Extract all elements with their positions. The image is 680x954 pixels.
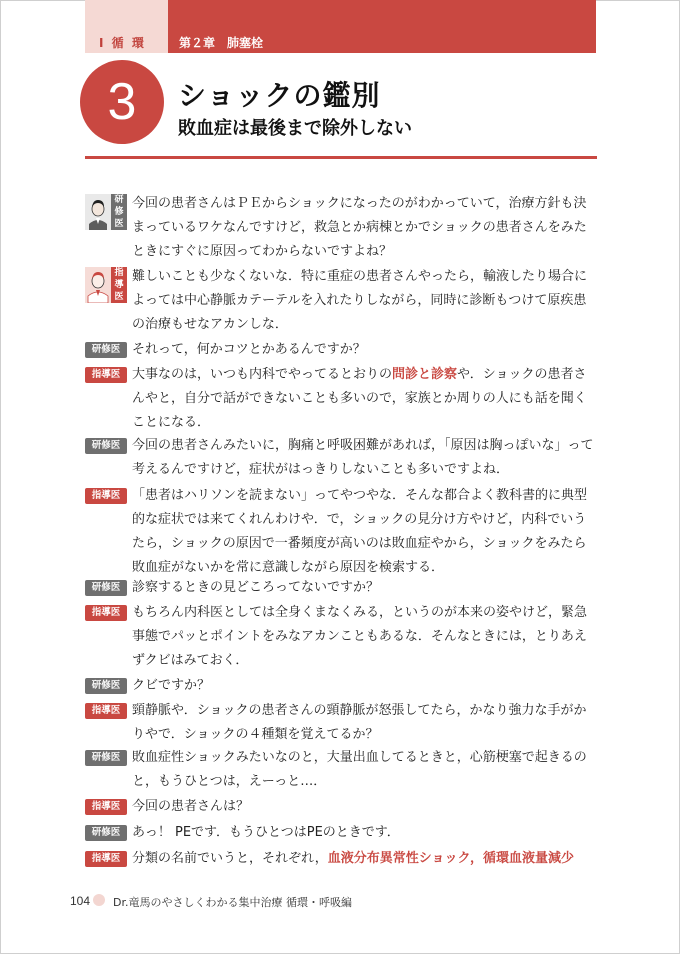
dialogue-text: 診察するときの見どころってないですか？ bbox=[132, 580, 380, 595]
dialogue-text: もちろん内科医としては全身くまなくみる，というのが本来の姿やけど，緊急事態でパッとポイントをみなアカンこともあるな．そんなときには，とりあえずクビはみておく． bbox=[132, 605, 588, 668]
dialogue-text-segment: 大事なのは，いつも内科でやってるとおりの bbox=[132, 367, 393, 382]
resident-tag: 研修医 bbox=[85, 342, 127, 358]
highlight-term: 問診と診察 bbox=[392, 367, 458, 382]
avatar-label: 研修医 bbox=[111, 194, 127, 230]
running-book-title: Dr.竜馬のやさしくわかる集中治療 循環・呼吸編 bbox=[113, 896, 352, 909]
dialogue-text bbox=[132, 847, 597, 871]
resident-portrait-icon bbox=[85, 194, 111, 230]
resident-tag: 研修医 bbox=[85, 678, 127, 694]
dialogue-text: 頸静脈や．ショックの患者さんの頸静脈が怒張してたら，かなり強力な手がかりやで．ショックの４種類を覚えてるか？ bbox=[132, 703, 587, 742]
dialogue-text: 今回の患者さんみたいに，胸痛と呼吸困難があれば，「原因は胸っぽいな」って考えるんですけど，症状がはっきりしないことも多いですよね． bbox=[132, 438, 594, 477]
dialogue-text: 今回の患者さんはＰＥからショックになったのがわかっていて，治療方針も決まっているワケなんですけど，救急とか病棟とかでショックの患者さんをみたときにすぐに原因ってわからないですよね？ bbox=[132, 196, 587, 259]
dialogue-text: 今回の患者さんは？ bbox=[132, 799, 250, 814]
page-subtitle: 敗血症は最後まで除外しない bbox=[178, 118, 412, 139]
dialogue-text bbox=[132, 363, 597, 435]
section-label: Ⅰ 循 環 bbox=[99, 36, 146, 50]
chapter-label: 第２章 肺塞栓 bbox=[179, 36, 264, 50]
resident-tag: 研修医 bbox=[85, 580, 127, 596]
mentor-tag: 指導医 bbox=[85, 488, 127, 504]
mentor-portrait-icon bbox=[85, 267, 111, 303]
dialogue-text: 難しいことも少なくないな．特に重症の患者さんやったら，輸液したり場合によっては中心静脈カテーテルを入れたりしながら，同時に診断もつけて原疾患の治療もせなアカンしな． bbox=[132, 269, 588, 332]
resident-tag: 研修医 bbox=[85, 438, 127, 454]
avatar-label: 指導医 bbox=[111, 267, 127, 303]
dialogue-text: それって，何かコツとかあるんですか？ bbox=[132, 342, 366, 357]
dialogue-text: あっ！ PEです．もうひとつはPEのときです． bbox=[132, 825, 400, 840]
dialogue-text: 「患者はハリソンを読まない」ってやつやな．そんな都合よく教科書的に典型的な症状では来てくれんわけや．で，ショックの見分け方やけど，内科でいうたら，ショックの原因で一番頻度が高いのは敗血症やから，ショックをみたら敗血症がないかを常に意識しながら原因を検索する． bbox=[132, 488, 588, 575]
folio-dot bbox=[93, 894, 105, 906]
dialogue-text: 敗血症性ショックみたいなのと，大量出血してるときと，心筋梗塞で起きるのと，もうひとつは，えーっと…． bbox=[132, 750, 587, 789]
mentor-tag: 指導医 bbox=[85, 703, 127, 719]
section-number-badge: 3 bbox=[80, 60, 164, 144]
resident-tag: 研修医 bbox=[85, 825, 127, 841]
dialogue-text-segment: や．ショックの患者さんやと，自分で話ができないことも多いので，家族とか周りの人にも話を聞くことになる． bbox=[132, 367, 587, 430]
dialogue-text: クビですか？ bbox=[132, 678, 211, 693]
resident-tag: 研修医 bbox=[85, 750, 127, 766]
page-title: ショックの鑑別 bbox=[178, 79, 381, 112]
resident-avatar bbox=[85, 194, 127, 236]
mentor-tag: 指導医 bbox=[85, 799, 127, 815]
page-number: 104 bbox=[70, 894, 91, 908]
mentor-avatar bbox=[85, 267, 127, 309]
dialogue-text-segment: 分類の名前でいうと，それぞれ， bbox=[132, 851, 328, 866]
mentor-tag: 指導医 bbox=[85, 605, 127, 621]
mentor-tag: 指導医 bbox=[85, 851, 127, 867]
highlight-term: 血液分布異常性ショック，循環血液量減少 bbox=[327, 851, 575, 866]
mentor-tag: 指導医 bbox=[85, 367, 127, 383]
